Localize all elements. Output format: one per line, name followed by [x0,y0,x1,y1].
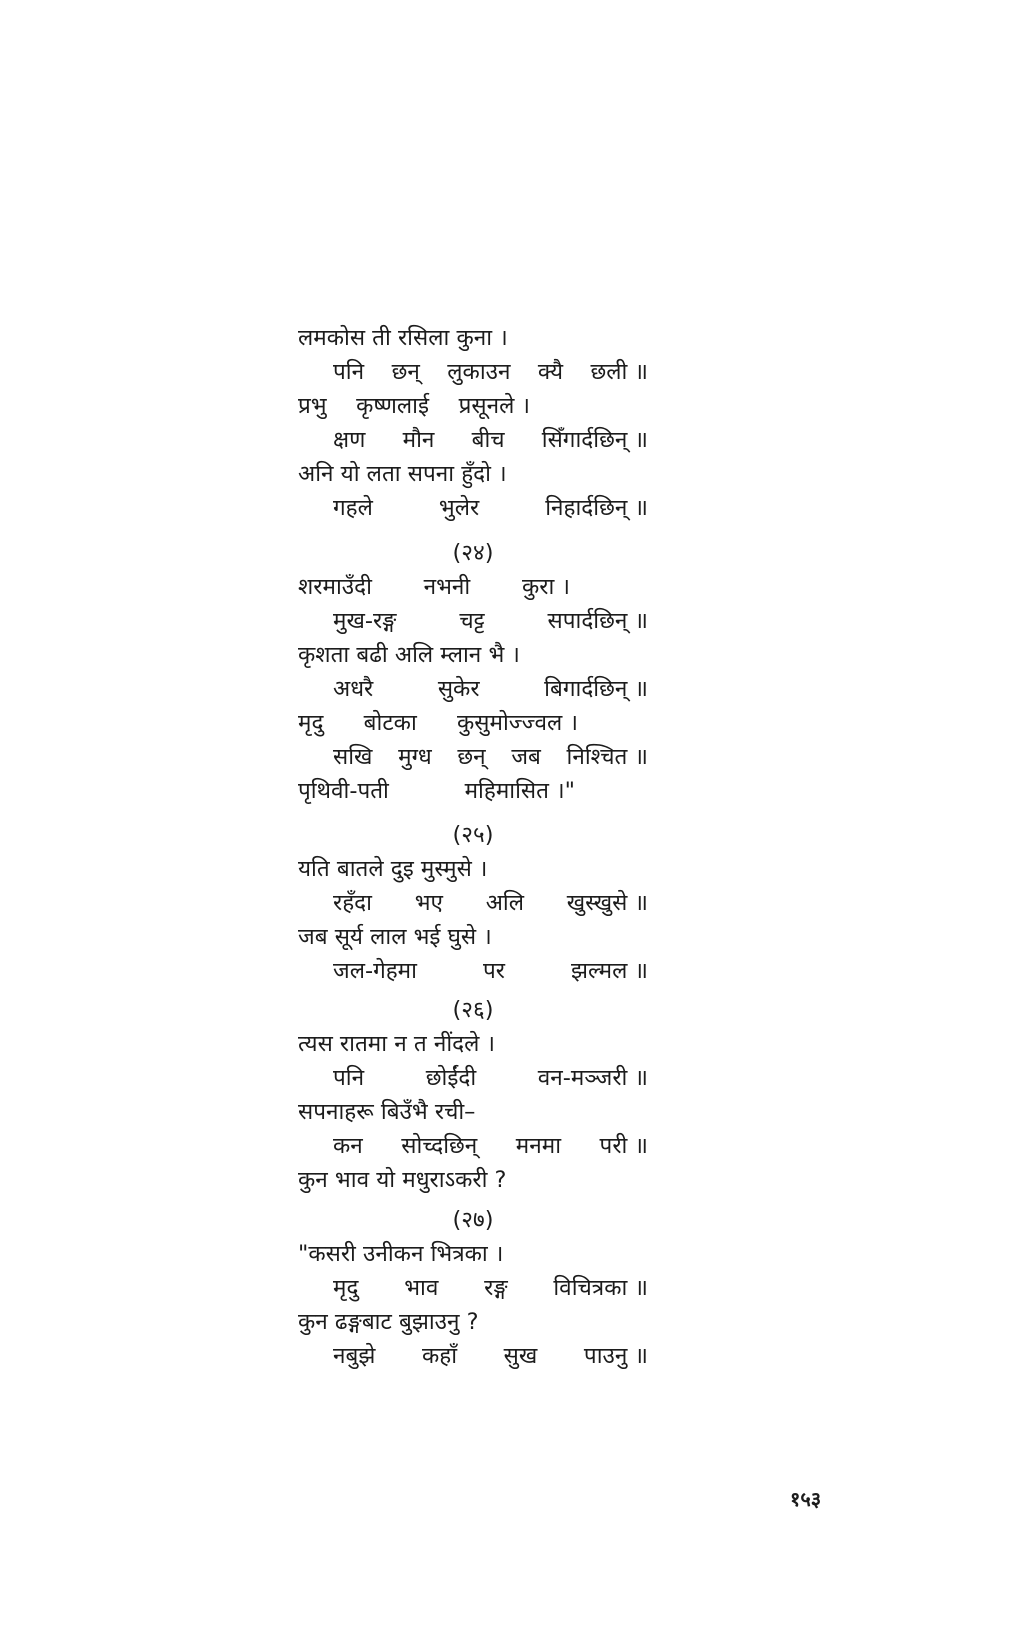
poem-line [298,1305,479,1339]
poem-word: रङ्ग [484,1275,508,1301]
poem-word: बोटका [363,710,417,736]
poem-word: भए [414,890,443,916]
stanza-number-text: (२६) [452,997,494,1023]
poem-word: पर [483,958,505,984]
poem-line-text: कृशता बढी अलि म्लान भै । [298,642,520,668]
poem-line-text: लमकोस ती रसिला कुना । [298,325,508,351]
poem-line-text: "कसरी उनीकन भित्रका । [298,1241,504,1267]
stanza-number [438,1203,508,1237]
poem-line-text: सपनाहरू बिउँभै रची– [298,1099,476,1125]
poem-line-indented [333,423,648,457]
stanza-number-text: (२५) [452,822,494,848]
poem-word: कहाँ [421,1343,458,1369]
poem-word: नबुझे [333,1343,376,1369]
poem-word: झल्मल ॥ [571,958,648,984]
poem-word: प्रभु [298,393,327,419]
poem-word: कृष्णलाई [356,393,430,419]
poem-line-indented [333,954,648,988]
poem-word: सुकेर [437,676,480,702]
poem-line-indented [333,604,648,638]
poem-word: सुख [503,1343,538,1369]
poem-word: सिँगार्दछिन् ॥ [541,427,648,453]
poem-line [298,570,570,604]
poem-word: विचित्रका ॥ [553,1275,648,1301]
poem-word: पनि [333,359,365,385]
poem-word: शरमाउँदी [298,574,372,600]
poem-word: मृदु [333,1275,359,1301]
poem-word: खुस्खुसे ॥ [566,890,648,916]
poem-line [298,638,520,672]
poem-word: मृदु [298,710,324,736]
poem-line-indented [333,1339,648,1373]
poem-line-indented [333,672,648,706]
poem-line [298,706,578,740]
poem-line [298,389,530,423]
poem-word: लुकाउन [447,359,511,385]
poem-word: क्यै [537,359,564,385]
poem-line [298,1163,507,1197]
poem-word: प्रसूनले । [458,393,530,419]
poem-line-text: यति बातले दुइ मुस्मुसे । [298,856,488,882]
poem-line [298,920,492,954]
poem-word: छली ॥ [590,359,648,385]
poem-line [298,1237,503,1271]
poem-word: कुसुमोज्ज्वल । [457,710,578,736]
poem-word: सपार्दछिन् ॥ [547,608,648,634]
poem-word: कन [333,1133,363,1159]
poem-line [298,774,575,808]
poem-word: छन् [457,744,486,770]
poem-line-indented [333,740,648,774]
stanza-number-text: (२४) [452,540,494,566]
poem-word: जल-गेहमा [333,958,417,984]
poem-line [298,852,487,886]
poem-line-indented [333,355,648,389]
stanza-number [438,818,508,852]
poem-word: रहँदा [333,890,372,916]
poem-word: गहले [333,495,373,521]
poem-word: महिमासित ।" [464,778,575,804]
page-number: १५३ [790,1487,822,1511]
poem-line-indented [333,1061,648,1095]
poem-line [298,1027,495,1061]
poem-word: मुग्ध [398,744,432,770]
stanza-number-text: (२७) [452,1207,494,1233]
poem-word: पनि [333,1065,365,1091]
poem-word: भुलेर [438,495,480,521]
poem-word: अधरै [333,676,374,702]
poem-line-indented [333,886,648,920]
poem-word: मुख-रङ्ग [333,608,397,634]
poem-word: क्षण [333,427,366,453]
poem-word: पृथिवी-पती [298,778,389,804]
poem-word: बिगार्दछिन् ॥ [544,676,648,702]
poem-line-indented [333,491,648,525]
stanza-number [438,536,508,570]
poem-word: मौन [402,427,435,453]
poem-word: कुरा । [521,574,570,600]
poem-line-text: जब सूर्य लाल भई घुसे । [298,924,492,950]
poem-line-text: कुन भाव यो मधुराऽकरी ? [298,1167,507,1193]
poem-word: सोच्दछिन् [401,1133,478,1159]
poem-word: बीच [471,427,505,453]
poem-word: भाव [404,1275,439,1301]
stanza-number [438,993,508,1027]
poem-word: अलि [485,890,525,916]
poem-line [298,457,507,491]
poem-line-text: अनि यो लता सपना हुँदो । [298,461,507,487]
poem-word: चट्ट [459,608,485,634]
poem-word: जब [511,744,541,770]
poem-line [298,321,508,355]
poem-line-indented [333,1271,648,1305]
poem-word: सखि [333,744,373,770]
poem-word: नभनी [423,574,471,600]
poem-word: वन-मञ्जरी ॥ [537,1065,648,1091]
poem-word: निहार्दछिन् ॥ [545,495,648,521]
poem-line [298,1095,475,1129]
poem-word: छन् [391,359,420,385]
poem-word: पाउनु ॥ [583,1343,648,1369]
poem-word: निश्चित ॥ [566,744,648,770]
poem-line-text: कुन ढङ्गबाट बुझाउनु ? [298,1309,479,1335]
poem-word: मनमा [515,1133,562,1159]
poem-word: परी ॥ [599,1133,648,1159]
poem-word: छोईंदी [425,1065,477,1091]
poem-line-text: त्यस रातमा न त नींदले । [298,1031,496,1057]
poem-line-indented [333,1129,648,1163]
